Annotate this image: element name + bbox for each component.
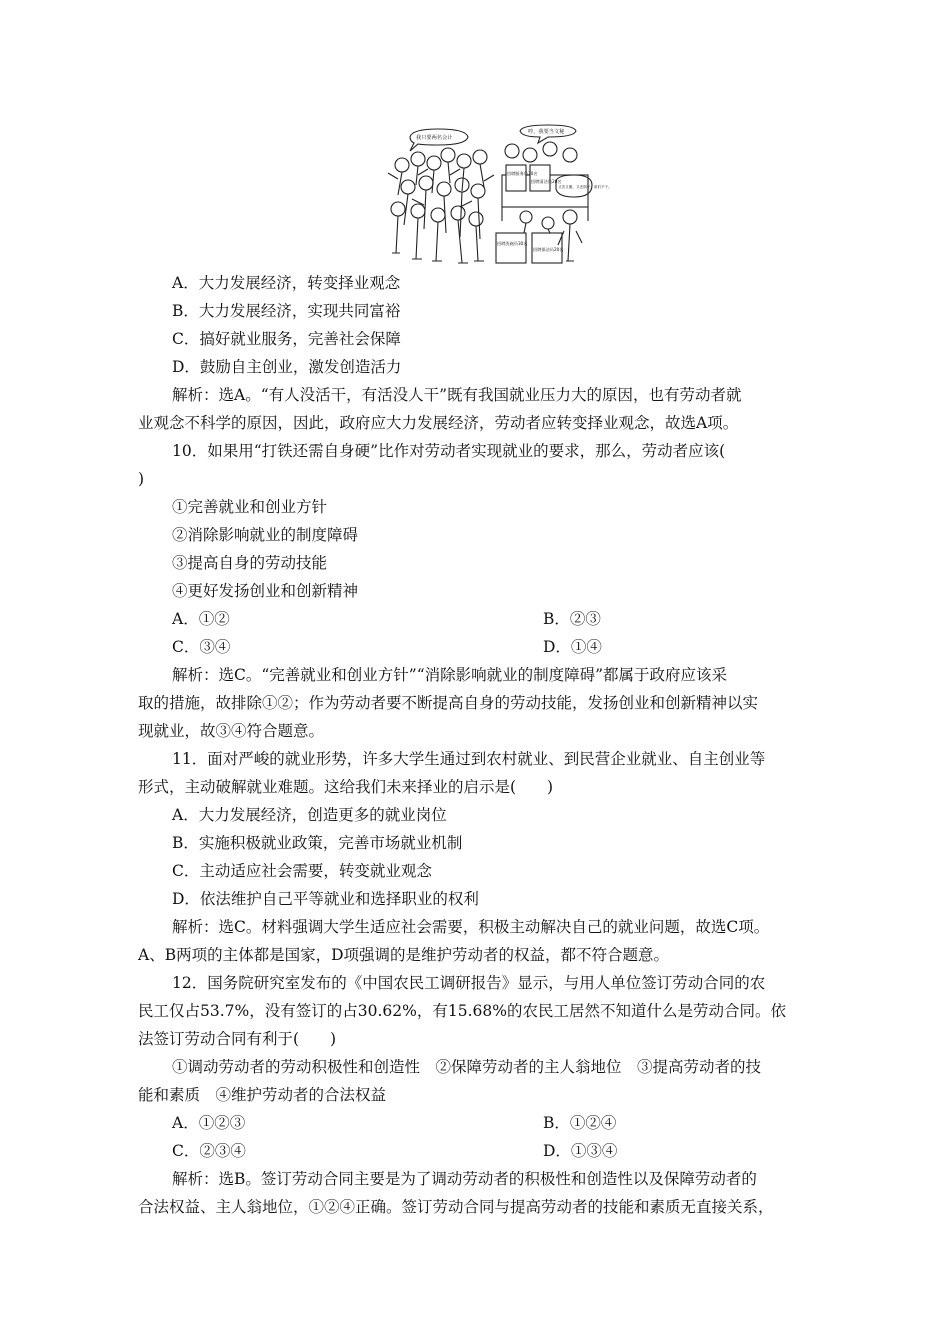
q12-option-a: A．①②③ <box>172 1114 246 1132</box>
q9-option-b: B．大力发展经济，实现共同富裕 <box>172 302 401 320</box>
q12-items-line-1: ①调动劳动者的劳动积极性和创造性 ②保障劳动者的主人翁地位 ③提高劳动者的技 <box>172 1058 762 1076</box>
q9-option-c: C．搞好就业服务，完善社会保障 <box>172 330 401 348</box>
q10-option-b: B．②③ <box>543 610 601 628</box>
cartoon-sign-4-text: 招聘保洁员20名 <box>533 247 564 252</box>
q9-analysis-line-1: 解析：选A。“有人没活干，有活没人干”既有我国就业压力大的原因，也有劳动者就 <box>172 386 742 404</box>
q10-item-2: ②消除影响就业的制度障碍 <box>172 526 359 544</box>
q10-item-1: ①完善就业和创业方针 <box>172 498 328 516</box>
q12-analysis-line-1: 解析：选B。签订劳动合同主要是为了调动劳动者的积极性和创造性以及保障劳动者的 <box>172 1170 757 1188</box>
cartoon-sign-1-text: 招聘服务员30名 <box>507 171 538 176</box>
cartoon-note-text: 又苦又累，又丢面子，咱们不干。 <box>558 185 612 189</box>
q12-option-c: C．②③④ <box>172 1142 246 1160</box>
q9-option-a: A．大力发展经济，转变择业观念 <box>172 274 401 292</box>
q11-analysis-line-2: A、B两项的主体都是国家，D项强调的是维护劳动者的权益，都不符合题意。 <box>138 946 670 964</box>
q10-analysis-line-3: 现就业，故③④符合题意。 <box>138 722 325 740</box>
q11-option-c: C．主动适应社会需要，转变就业观念 <box>172 862 432 880</box>
q12-analysis-line-2: 合法权益、主人翁地位，①②④正确。签订劳动合同与提高劳动者的技能和素质无直接关系， <box>138 1198 774 1216</box>
q9-analysis-line-2: 业观念不科学的原因，因此，政府应大力发展经济，劳动者应转变择业观念，故选A项。 <box>138 414 739 432</box>
q10-analysis-line-1: 解析：选C。“完善就业和创业方针”“消除影响就业的制度障碍”都属于政府应该采 <box>172 666 728 684</box>
q10-item-3: ③提高自身的劳动技能 <box>172 554 328 572</box>
q12-stem-line-1: 12．国务院研究室发布的《中国农民工调研报告》显示，与用人单位签订劳动合同的农 <box>172 974 766 992</box>
q11-stem-line-2: 形式，主动破解就业难题。这给我们未来择业的启示是( ) <box>138 778 554 796</box>
q10-stem-line-1: 10．如果用“打铁还需自身硬”比作对劳动者实现就业的要求，那么，劳动者应该( <box>172 442 726 460</box>
q10-analysis-line-2: 取的措施，故排除①②；作为劳动者要不断提高自身的劳动技能，发扬创业和创新精神以实 <box>138 694 759 712</box>
q10-stem-line-2: ) <box>138 470 145 488</box>
q10-option-c: C．③④ <box>172 638 231 656</box>
cartoon-sign-3-text: 招聘洗碗员30名 <box>497 241 528 246</box>
q11-option-a: A．大力发展经济，创造更多的就业岗位 <box>172 806 447 824</box>
q11-option-b: B．实施积极就业政策，完善市场就业机制 <box>172 834 463 852</box>
q10-option-d: D．①④ <box>543 638 602 656</box>
q12-option-b: B．①②④ <box>543 1114 617 1132</box>
q11-option-d: D．依法维护自己平等就业和选择职业的权利 <box>172 890 479 908</box>
cartoon-bubble-right-text: 哼，我要当文秘 <box>528 129 565 135</box>
q12-option-d: D．①③④ <box>543 1142 618 1160</box>
q9-option-d: D．鼓励自主创业，激发创造活力 <box>172 358 402 376</box>
q11-analysis-line-1: 解析：选C。材料强调大学生适应社会需要，积极主动解决自己的就业问题，故选C项。 <box>172 918 770 936</box>
cartoon-bubble-left-text: 我只要两名会计 <box>416 135 453 141</box>
employment-cartoon-illustration <box>388 125 612 268</box>
q11-stem-line-1: 11．面对严峻的就业形势，许多大学生通过到农村就业、到民营企业就业、自主创业等 <box>172 750 766 768</box>
q10-option-a: A．①② <box>172 610 230 628</box>
q12-items-line-2: 能和素质 ④维护劳动者的合法权益 <box>138 1086 387 1104</box>
q12-stem-line-2: 民工仅占53.7%，没有签订的占30.62%，有15.68%的农民工居然不知道什么是劳动合同。依 <box>138 1002 786 1020</box>
q10-item-4: ④更好发扬创业和创新精神 <box>172 582 359 600</box>
q12-stem-line-3: 法签订劳动合同有利于( ) <box>138 1030 337 1048</box>
cartoon-sign-2-text: 招聘清洁员20名 <box>531 179 562 184</box>
